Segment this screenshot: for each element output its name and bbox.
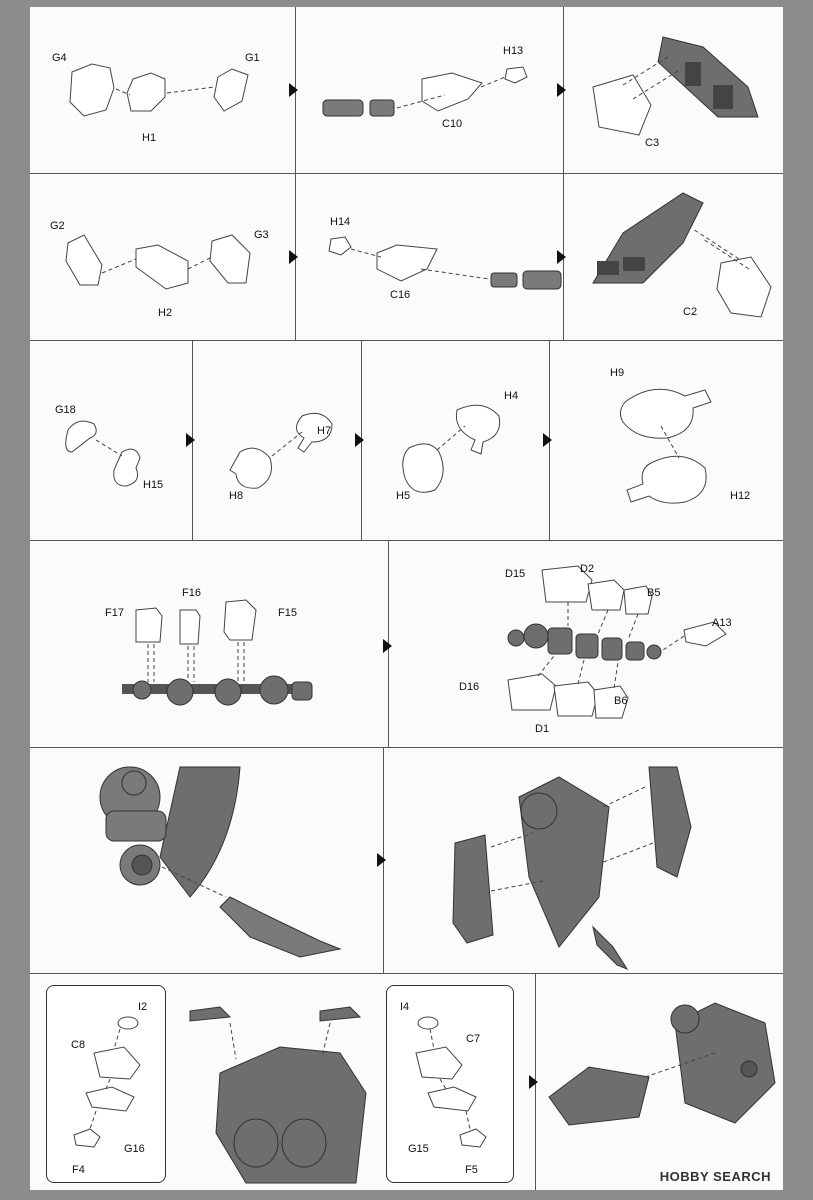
part-label: G4 <box>52 52 67 64</box>
part-label: D15 <box>505 568 526 580</box>
part-label: H8 <box>229 490 244 502</box>
part-label: C16 <box>390 289 411 301</box>
part-label: F15 <box>278 607 297 619</box>
panel6-diagram <box>563 173 783 340</box>
panel13-diagram <box>30 747 383 973</box>
panel3-diagram <box>563 7 783 173</box>
part-label: H12 <box>730 490 751 502</box>
part-label: H5 <box>396 490 411 502</box>
part-label: C8 <box>71 1039 86 1051</box>
panel7-diagram <box>30 340 192 540</box>
part-label: D16 <box>459 681 480 693</box>
part-label: C2 <box>683 306 698 318</box>
part-label: F17 <box>105 607 124 619</box>
part-label: D2 <box>580 563 595 575</box>
part-label: F5 <box>465 1164 478 1176</box>
part-label: G1 <box>245 52 260 64</box>
part-label: H2 <box>158 307 173 319</box>
hobby-search-watermark: HOBBY SEARCH <box>659 1169 771 1184</box>
panel10-diagram <box>549 340 783 540</box>
part-label: H13 <box>503 45 524 57</box>
panel8-diagram <box>192 340 361 540</box>
part-label: C10 <box>442 118 463 130</box>
panel2-diagram <box>295 7 563 173</box>
part-label: H1 <box>142 132 157 144</box>
part-label: I2 <box>138 1001 148 1013</box>
panel11-diagram <box>30 540 388 747</box>
panel9-diagram <box>361 340 549 540</box>
part-label: I4 <box>400 1001 410 1013</box>
part-label: H4 <box>504 390 519 402</box>
part-label: H7 <box>317 425 332 437</box>
part-label: H14 <box>330 216 351 228</box>
part-label: F4 <box>72 1164 85 1176</box>
part-label: C3 <box>645 137 660 149</box>
part-label: G18 <box>55 404 76 416</box>
part-label: G2 <box>50 220 65 232</box>
part-label: G15 <box>408 1143 429 1155</box>
part-label: G3 <box>254 229 269 241</box>
panel15-diagram <box>30 973 535 1190</box>
panel1-diagram <box>30 7 295 173</box>
panel5-diagram <box>295 173 563 340</box>
part-label: B6 <box>614 695 628 707</box>
panel16-diagram <box>535 973 783 1190</box>
part-label: C7 <box>466 1033 481 1045</box>
part-label: H9 <box>610 367 625 379</box>
part-label: D1 <box>535 723 550 735</box>
panel14-diagram <box>383 747 783 973</box>
instruction-sheet <box>30 7 783 1190</box>
part-label: G16 <box>124 1143 145 1155</box>
part-label: B5 <box>647 587 661 599</box>
part-label: F16 <box>182 587 201 599</box>
part-label: H15 <box>143 479 164 491</box>
part-label: A13 <box>712 617 732 629</box>
